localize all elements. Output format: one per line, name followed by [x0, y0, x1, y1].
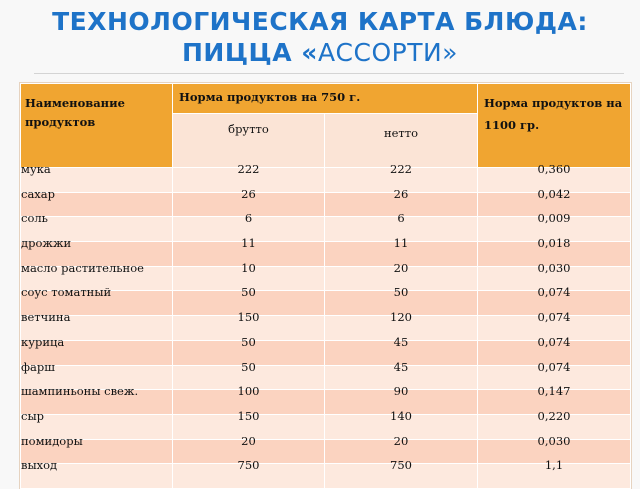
cell-norm-text: 0,147 — [537, 384, 571, 399]
cell-norm-text: 0,009 — [537, 211, 571, 226]
cell-netto-text: 45 — [393, 359, 409, 374]
cell-brutto-text: 11 — [241, 236, 256, 251]
table-row — [21, 464, 631, 489]
title-divider — [34, 73, 624, 74]
header-norm-1100: Норма продуктов на 1100 гр. — [478, 84, 631, 168]
title-line-2-bold: ПИЦЦА « — [182, 38, 318, 67]
cell-norm-text: 0,074 — [537, 334, 571, 349]
cell-netto-text: 26 — [393, 186, 409, 201]
cell-netto-text: 90 — [393, 384, 409, 399]
cell-name-text: сахар — [21, 186, 56, 201]
header-brutto: брутто — [173, 114, 325, 168]
cell-netto-text: 45 — [393, 334, 409, 349]
table-body — [21, 162, 631, 489]
cell-brutto-text: 750 — [237, 458, 260, 473]
header-netto: нетто — [325, 114, 478, 168]
cell-name-text: соль — [21, 211, 48, 226]
cell-netto-text: 20 — [393, 433, 409, 448]
cell-brutto-text: 50 — [241, 334, 256, 349]
cell-netto-text: 120 — [390, 310, 412, 325]
cell-norm-text: 0,360 — [537, 162, 571, 176]
cell-brutto-text: 50 — [241, 359, 256, 374]
cell-brutto-text: 222 — [237, 162, 260, 176]
cell-netto-text: 50 — [393, 285, 409, 300]
cell-name-text: фарш — [21, 359, 55, 374]
cell-netto — [325, 458, 478, 489]
title-line-1: ТЕХНОЛОГИЧЕСКАЯ КАРТА БЛЮДА: — [52, 7, 588, 36]
cell-name-text: масло растительное — [21, 260, 144, 275]
cell-brutto-text: 10 — [241, 260, 256, 275]
recipe-table — [20, 83, 631, 489]
cell-norm-text: 0,220 — [537, 408, 571, 423]
cell-brutto-text: 6 — [244, 211, 253, 226]
cell-brutto-text: 20 — [241, 433, 256, 448]
page-title — [0, 6, 640, 68]
cell-brutto-text: 150 — [237, 408, 260, 423]
cell-netto-text: 20 — [393, 260, 409, 275]
header-product-name: Наименование продуктов — [21, 84, 173, 168]
cell-norm-text: 0,030 — [537, 260, 571, 275]
cell-norm — [478, 458, 631, 489]
cell-name-text: дрожжи — [21, 236, 72, 251]
cell-brutto-text: 26 — [241, 186, 256, 201]
cell-name-text: соус томатный — [21, 285, 112, 300]
cell-norm-text: 0,030 — [537, 433, 571, 448]
cell-norm-text: 0,018 — [537, 236, 571, 251]
cell-name-text: сыр — [21, 408, 44, 423]
cell-name-text: выход — [21, 458, 58, 473]
header-norm-750: Норма продуктов на 750 г. — [173, 84, 478, 114]
cell-brutto-text: 150 — [237, 310, 260, 325]
cell-name-text: курица — [21, 334, 65, 349]
cell-name — [21, 458, 173, 489]
cell-netto-text: 11 — [393, 236, 409, 251]
cell-norm-text: 0,074 — [537, 359, 571, 374]
cell-netto-text: 750 — [390, 458, 412, 473]
cell-norm-text: 0,074 — [537, 310, 571, 325]
cell-norm-text: 0,042 — [537, 186, 571, 201]
cell-brutto — [173, 458, 325, 489]
cell-norm-text: 1,1 — [544, 458, 564, 473]
cell-norm-text: 0,074 — [537, 285, 571, 300]
title-line-2 — [0, 37, 640, 68]
cell-name-text: шампиньоны свеж. — [21, 384, 139, 399]
cell-brutto-text: 100 — [237, 384, 260, 399]
cell-netto-text: 222 — [390, 162, 412, 176]
cell-name-text: ветчина — [21, 310, 71, 325]
cell-netto-text: 140 — [390, 408, 412, 423]
title-line-2-rest: АССОРТИ» — [317, 38, 458, 67]
cell-name-text: мука — [21, 162, 51, 176]
cell-brutto-text: 50 — [241, 285, 256, 300]
cell-netto-text: 6 — [397, 211, 405, 226]
cell-name-text: помидоры — [21, 433, 83, 448]
